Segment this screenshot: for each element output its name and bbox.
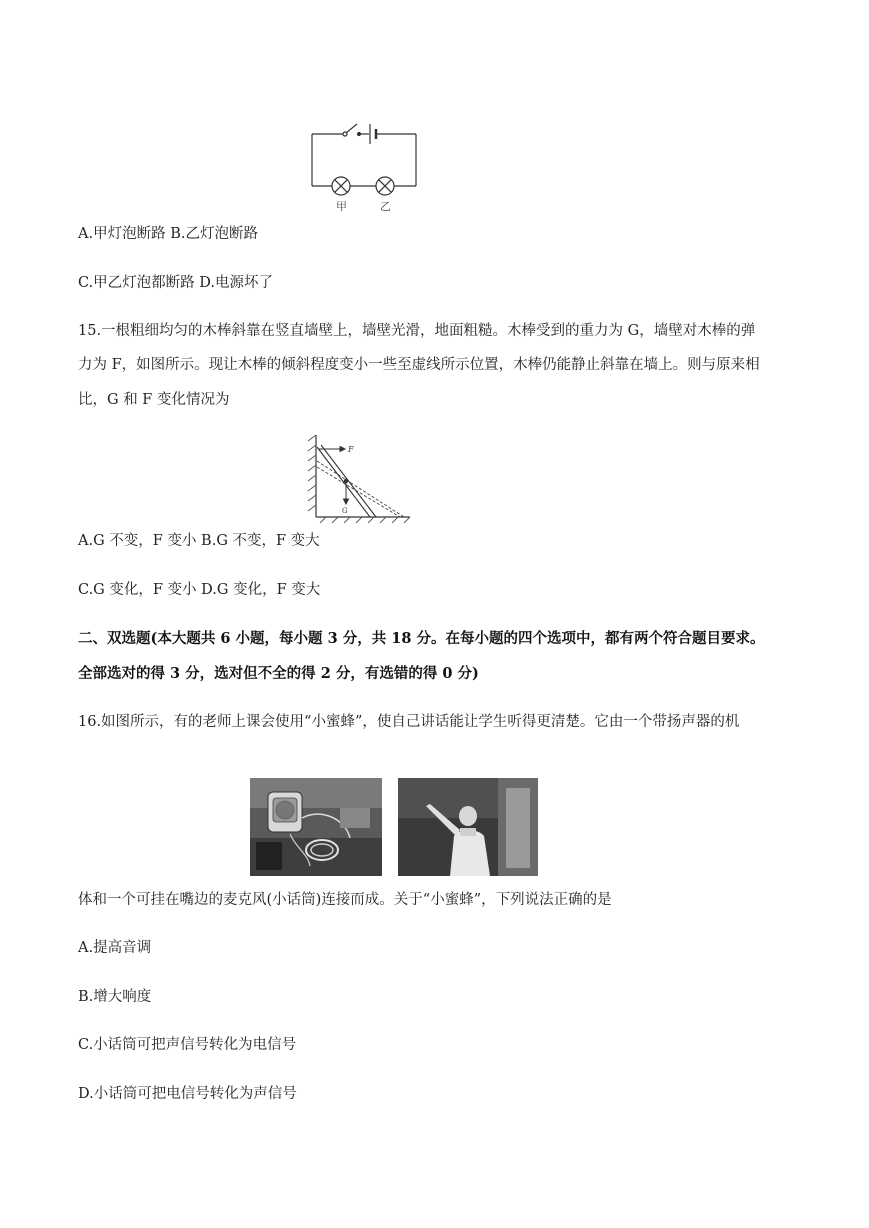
q16-option-b: B.增大响度 (78, 989, 152, 1005)
ladder-wall-diagram (304, 433, 416, 523)
lamp-label-jia: 甲 (336, 200, 347, 213)
force-g-arrow (344, 481, 349, 504)
teacher-body (450, 830, 490, 876)
section2-heading-line2: 全部选对的得 3 分，选对但不全的得 2 分，有选错的得 0 分) (78, 665, 479, 682)
q14-options-cd: C.甲乙灯泡都断路 D.电源坏了 (78, 275, 274, 291)
q15-stem-line1: 15.一根粗细均匀的木棒斜靠在竖直墙壁上，墙壁光滑，地面粗糙。木棒受到的重力为 G，墙壁对木棒的弹 (78, 323, 756, 339)
force-f-label: F (348, 445, 354, 454)
q16-stem-line1: 16.如图所示，有的老师上课会使用“小蜜蜂”，使自己讲话能让学生听得更清楚。它由一个带扬声器的机 (78, 714, 740, 730)
circuit-diagram (305, 118, 425, 213)
ground-hatch (320, 517, 410, 523)
q15-stem-line3: 比，G 和 F 变化情况为 (78, 392, 230, 408)
teacher-head (459, 806, 477, 826)
rod-dashed (317, 461, 404, 517)
lamp-label-yi: 乙 (380, 200, 391, 213)
switch-icon (343, 124, 361, 136)
q16-option-c: C.小话筒可把声信号转化为电信号 (78, 1037, 297, 1053)
lamp-icon (376, 177, 394, 195)
teacher-photo (398, 778, 538, 876)
wall-hatch (308, 435, 316, 511)
q14-options-ab: A.甲灯泡断路 B.乙灯泡断路 (78, 226, 258, 242)
lamp-icon (332, 177, 350, 195)
q16-option-a: A.提高音调 (78, 940, 152, 956)
loudspeaker-photo (250, 778, 382, 876)
q15-options-cd: C.G 变化，F 变小 D.G 变化，F 变大 (78, 582, 321, 598)
section2-heading-line1: 二、双选题(本大题共 6 小题，每小题 3 分，共 18 分。在每小题的四个选项中，都有两个符合题目要求。 (78, 630, 765, 647)
force-g-label: G (342, 507, 348, 515)
q15-stem-line2: 力为 F，如图所示。现让木棒的倾斜程度变小一些至虚线所示位置，木棒仍能静止斜靠在墙上。则与原来相 (78, 357, 760, 373)
battery-icon (370, 124, 376, 144)
q15-options-ab: A.G 不变，F 变小 B.G 不变，F 变大 (78, 533, 320, 549)
q16-option-d: D.小话筒可把电信号转化为声信号 (78, 1086, 297, 1102)
q16-stem-line2: 体和一个可挂在嘴边的麦克风(小话筒)连接而成。关于“小蜜蜂”，下列说法正确的是 (78, 892, 612, 908)
